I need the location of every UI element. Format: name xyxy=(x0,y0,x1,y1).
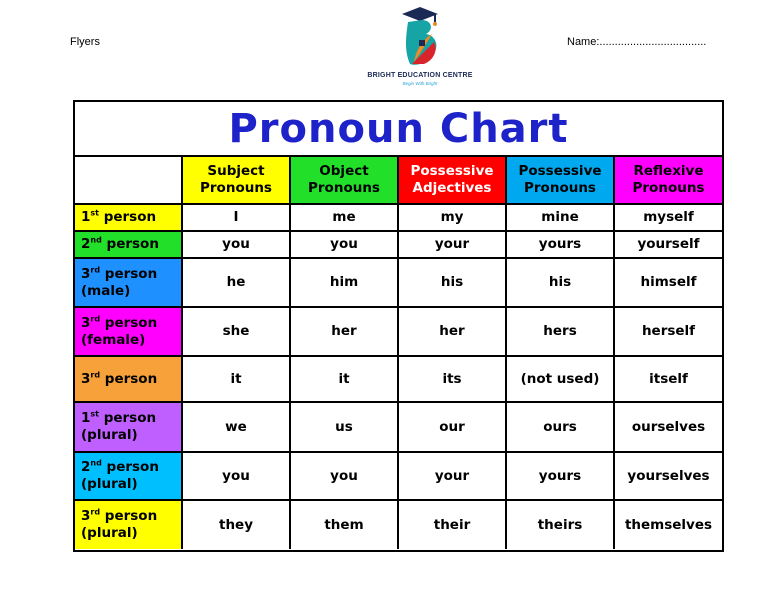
row-header: 3rd person xyxy=(75,357,183,403)
pronoun-cell: their xyxy=(399,501,507,549)
column-header: Possessive Pronouns xyxy=(507,157,615,205)
pronoun-cell: its xyxy=(399,357,507,403)
pronoun-cell: me xyxy=(291,205,399,232)
header-corner-cell xyxy=(75,157,183,205)
pronoun-cell: her xyxy=(399,308,507,357)
pronoun-cell: him xyxy=(291,259,399,308)
column-header: Subject Pronouns xyxy=(183,157,291,205)
pronoun-cell: yourself xyxy=(615,232,722,259)
pronoun-cell: they xyxy=(183,501,291,549)
pronoun-cell: you xyxy=(291,232,399,259)
pronoun-cell: yourselves xyxy=(615,453,722,501)
school-logo xyxy=(360,4,480,90)
pronoun-cell: his xyxy=(507,259,615,308)
pronoun-cell: I xyxy=(183,205,291,232)
name-field-label: Name:................................... xyxy=(567,36,707,48)
pronoun-cell: them xyxy=(291,501,399,549)
pronoun-cell: (not used) xyxy=(507,357,615,403)
pronoun-cell: our xyxy=(399,403,507,453)
row-header: 2nd person xyxy=(75,232,183,259)
pronoun-cell: you xyxy=(183,232,291,259)
pronoun-cell: your xyxy=(399,232,507,259)
pronoun-cell: his xyxy=(399,259,507,308)
pronoun-cell: us xyxy=(291,403,399,453)
logo-tagline: Begin With Bright xyxy=(402,81,438,86)
pronoun-cell: her xyxy=(291,308,399,357)
chart-title: Pronoun Chart xyxy=(75,102,722,157)
pronoun-cell: himself xyxy=(615,259,722,308)
pronoun-cell: itself xyxy=(615,357,722,403)
column-header: Reflexive Pronouns xyxy=(615,157,722,205)
pronoun-cell: yours xyxy=(507,232,615,259)
pronoun-cell: myself xyxy=(615,205,722,232)
column-header: Possessive Adjectives xyxy=(399,157,507,205)
logo-mark-icon xyxy=(390,4,450,70)
pronoun-cell: you xyxy=(183,453,291,501)
level-label: Flyers xyxy=(70,36,100,48)
pronoun-cell: theirs xyxy=(507,501,615,549)
pronoun-cell: ours xyxy=(507,403,615,453)
pronoun-cell: ourselves xyxy=(615,403,722,453)
pronoun-cell: he xyxy=(183,259,291,308)
pronoun-cell: my xyxy=(399,205,507,232)
row-header: 1st person xyxy=(75,205,183,232)
pronoun-cell: your xyxy=(399,453,507,501)
pronoun-cell: she xyxy=(183,308,291,357)
pronoun-cell: hers xyxy=(507,308,615,357)
pronoun-cell: you xyxy=(291,453,399,501)
row-header: 3rd person (male) xyxy=(75,259,183,308)
row-header: 3rd person (female) xyxy=(75,308,183,357)
pronoun-cell: we xyxy=(183,403,291,453)
pronoun-chart-table xyxy=(73,100,724,552)
pronoun-cell: herself xyxy=(615,308,722,357)
row-header: 1st person (plural) xyxy=(75,403,183,453)
pronoun-cell: themselves xyxy=(624,516,713,533)
logo-school-name: BRIGHT EDUCATION CENTRE xyxy=(367,72,473,79)
pronoun-cell: yours xyxy=(507,453,615,501)
column-header: Object Pronouns xyxy=(291,157,399,205)
row-header: 2nd person (plural) xyxy=(75,453,183,501)
pronoun-cell: mine xyxy=(507,205,615,232)
row-header: 3rd person (plural) xyxy=(75,501,183,549)
pronoun-cell: it xyxy=(291,357,399,403)
pronoun-cell: it xyxy=(183,357,291,403)
